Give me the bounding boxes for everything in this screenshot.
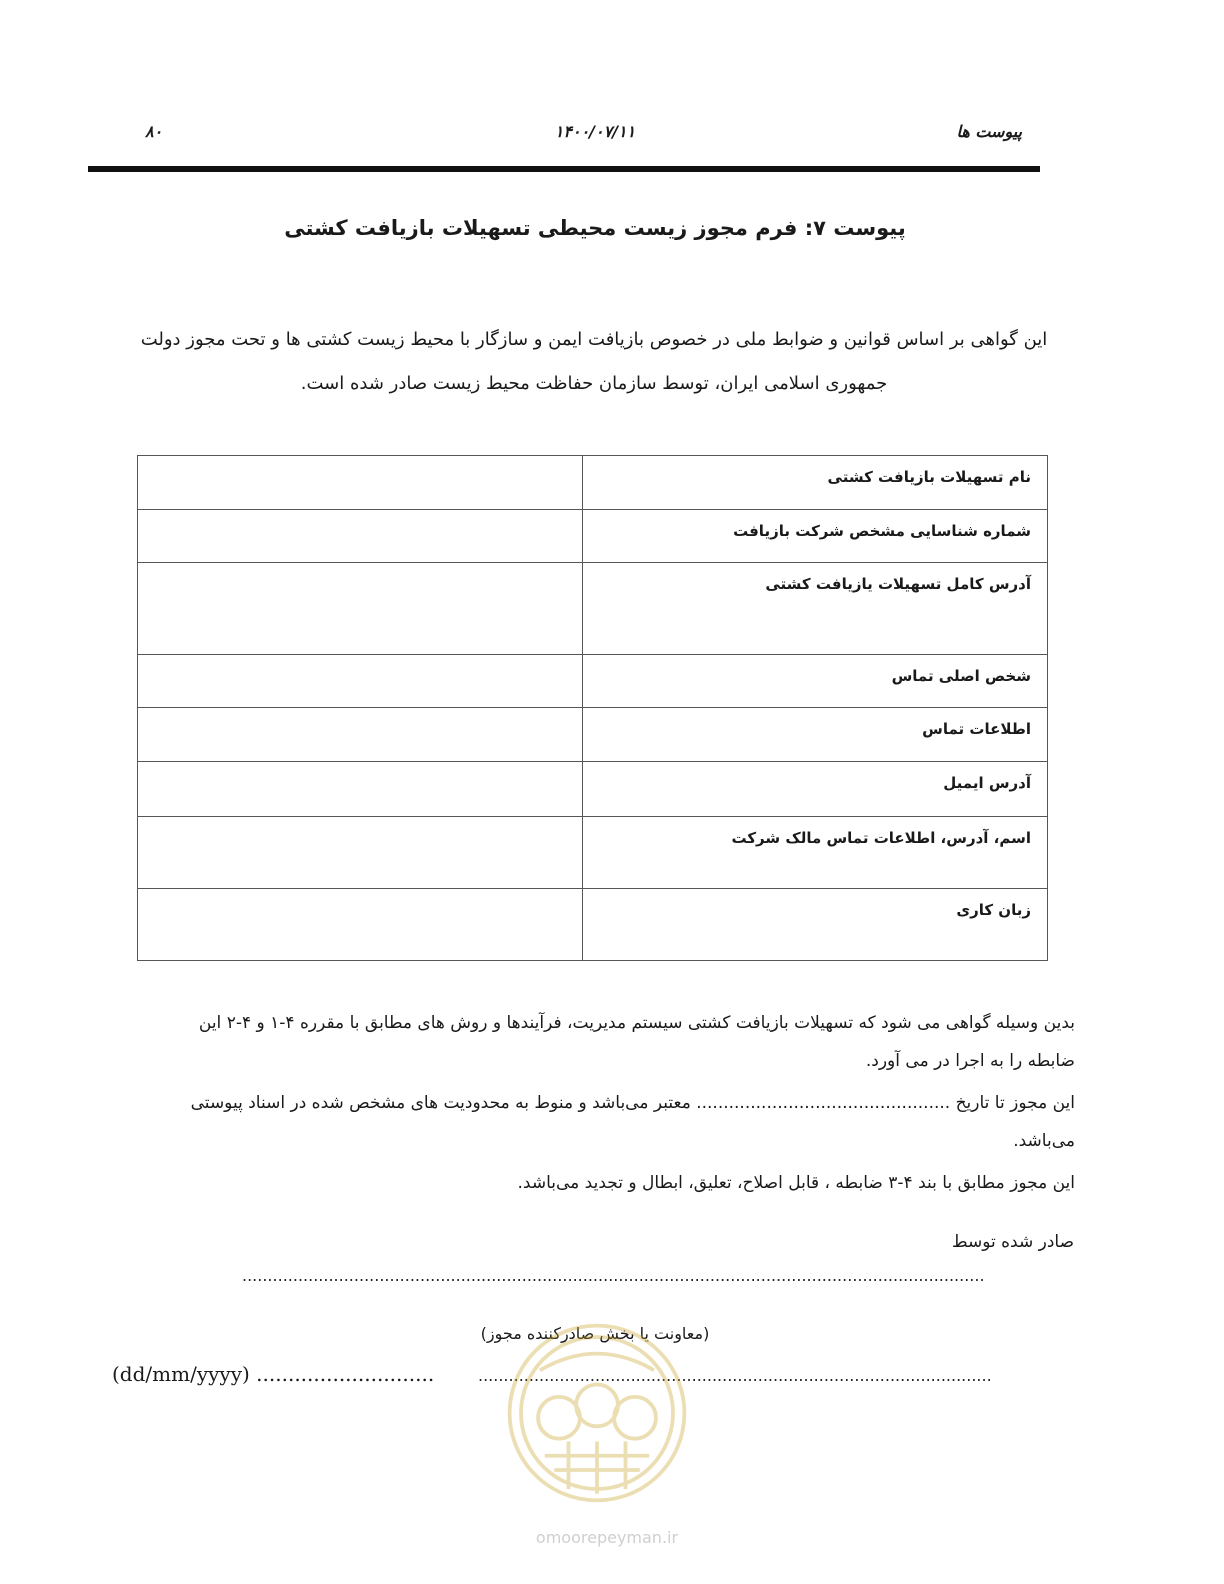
page-title: پیوست ۷: فرم مجوز زیست محیطی تسهیلات بازیافت کشتی	[284, 216, 906, 240]
row-value-field[interactable]	[138, 889, 583, 961]
facility-info-table	[137, 455, 1048, 961]
table-row	[138, 762, 1048, 817]
validity-paragraph: این مجوز تا تاریخ ............................................... معتبر می‌باشد و منوط به محدودیت های مشخص شده در اسناد پیوستی می‌باشد.	[190, 1093, 1075, 1151]
row-label: شخص اصلی تماس	[582, 655, 1047, 708]
row-label: نام تسهیلات بازیافت کشتی	[582, 456, 1047, 510]
certification-paragraph: بدین وسیله گواهی می شود که تسهیلات بازیافت کشتی سیستم مدیریت، فرآیندها و روش های مطابق با مقرره ۴-۱ و ۴-۲ این ضابطه را به اجرا در می آورد.	[198, 1013, 1075, 1071]
row-label: شماره شناسایی مشخص شرکت بازیافت	[582, 510, 1047, 563]
table-row	[138, 889, 1048, 961]
header-divider	[88, 166, 1040, 172]
date-field[interactable]: (dd/mm/yyyy) ............................	[112, 1362, 435, 1386]
amendment-paragraph: این مجوز مطابق با بند ۴-۳ ضابطه ، قابل اصلاح، تعلیق، ابطال و تجدید می‌باشد.	[517, 1173, 1075, 1193]
row-value-field[interactable]	[138, 510, 583, 563]
table-row	[138, 708, 1048, 762]
row-value-field[interactable]	[138, 708, 583, 762]
row-value-field[interactable]	[138, 817, 583, 889]
intro-paragraph: این گواهی بر اساس قوانین و ضوابط ملی در خصوص بازیافت ایمن و سازگار با محیط زیست کشتی ها و تحت مجوز دولت جمهوری اسلامی ایران، توسط سازمان حفاظت محیط زیست صادر شده است.	[140, 329, 1048, 394]
issuing-department-note: (معاونت یا بخش صادرکننده مجوز)	[480, 1324, 710, 1343]
watermark-url: omoorepeyman.ir	[535, 1528, 679, 1547]
row-value-field[interactable]	[138, 655, 583, 708]
table-row	[138, 510, 1048, 563]
table-row	[138, 817, 1048, 889]
row-label: اسم، آدرس، اطلاعات تماس مالک شرکت	[582, 817, 1047, 889]
signature-line[interactable]: .....................................................................................................	[478, 1366, 992, 1385]
table-row	[138, 563, 1048, 655]
issuer-name-line[interactable]: ..................................................................................................................................................	[242, 1266, 985, 1285]
certification-text	[180, 1004, 1075, 1202]
row-label: آدرس ایمیل	[582, 762, 1047, 817]
row-label: اطلاعات تماس	[582, 708, 1047, 762]
row-label: آدرس کامل تسهیلات یازیافت کشتی	[582, 563, 1047, 655]
row-value-field[interactable]	[138, 456, 583, 510]
omoorepeyman-logo-icon	[502, 1318, 692, 1508]
header-section-title: پیوست ها	[956, 122, 1022, 141]
header-date: ۱۴۰۰/۰۷/۱۱	[554, 122, 636, 141]
table-row	[138, 655, 1048, 708]
issued-by-label: صادر شده توسط	[951, 1232, 1074, 1252]
table-row	[138, 456, 1048, 510]
row-label: زبان کاری	[582, 889, 1047, 961]
row-value-field[interactable]	[138, 563, 583, 655]
page-number: ۸۰	[145, 122, 163, 141]
row-value-field[interactable]	[138, 762, 583, 817]
